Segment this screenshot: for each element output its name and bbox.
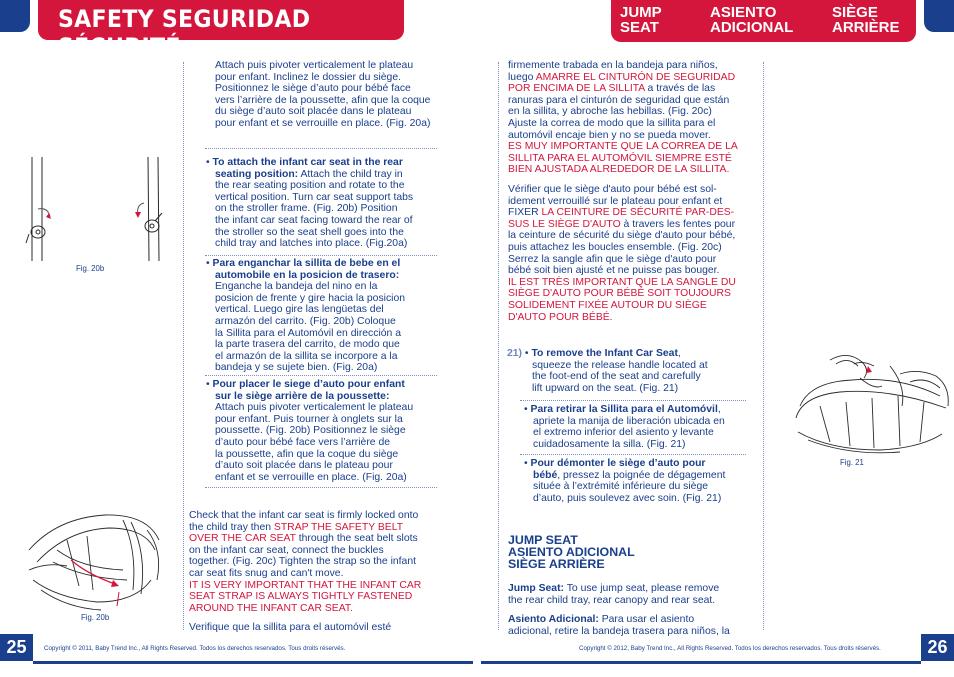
french-remove-seat-instructions: • Pour démonter le siège d’auto pour bébé, pressez la poignée de dégagement située à l’extrémité inférieure du siège d’auto, puis soulevez avec soin. (Fig. 21) bbox=[524, 458, 726, 504]
section-divider bbox=[205, 148, 437, 149]
asiento-adicional-heading: ASIENTO ADICIONAL bbox=[710, 4, 794, 36]
section-title-bar bbox=[38, 0, 404, 61]
section-divider bbox=[520, 400, 746, 401]
infant-seat-strap-illustration bbox=[27, 510, 167, 612]
column-divider-center bbox=[498, 62, 499, 630]
remove-infant-seat-illustration bbox=[790, 346, 954, 456]
footer-rule-left bbox=[33, 661, 473, 664]
copyright-right: Copyright © 2012, Baby Trend Inc., All Rights Reserved. Todos los derechos reservados. Tous droits réservés. bbox=[579, 645, 881, 652]
spanish-strap-warning: firmemente trabada en la bandeja para niños, luego AMARRE EL CINTURÓN DE SEGURIDAD POR ENCIMA DE LA SILLITA a través de las ranuras para el cinturón de seguridad que están en la sillita, y abroche las hebillas. (Fig. 20c) Ajuste la correa de modo que la sillita para el automóvil encaje bien y no se pueda mover. ES MUY IMPORTANTE QUE LA CORREA DE LA SILLITA PARA EL AUTOMÓVIL SIEMPRE ESTÉ BIEN AJUSTADA ALREDEDOR DE LA SILLITA. bbox=[508, 60, 738, 176]
footer-rule-right bbox=[481, 661, 921, 664]
column-divider-right bbox=[763, 62, 764, 630]
english-strap-warning: Check that the infant car seat is firmly locked onto the child tray then STRAP THE SAFETY BELT OVER THE CAR SEAT through the seat belt slots on the infant car seat, connect the buckles together. (Fig. 20c) Tighten the strap so the infant car seat fits snug and can't move. IT IS VERY IMPORTANT THAT THE INFANT CAR SEAT STRAP IS ALWAYS TIGHTLY FASTENED AROUND THE INFANT CAR SEAT. bbox=[189, 510, 422, 614]
spanish-remove-seat-instructions: • Para retirar la Sillita para el Automóvil, apriete la manija de liberación ubicada en el extremo inferior del asiento y levante cuidadosamente la silla. (Fig. 21) bbox=[524, 404, 725, 450]
left-corner-tab bbox=[0, 0, 30, 32]
page-number-left: 25 bbox=[0, 634, 33, 661]
right-corner-tab bbox=[924, 0, 954, 32]
figure-caption: Fig. 21 bbox=[840, 458, 864, 467]
column-divider-left bbox=[183, 62, 184, 630]
jump-seat-spanish-instructions: Asiento Adicional: Para usar el asiento adicional, retire la bandeja trasera para niños, la bbox=[508, 614, 730, 637]
figure-caption: Fig. 20b bbox=[76, 264, 105, 273]
section-divider bbox=[520, 454, 746, 455]
spanish-rear-seat-instructions: • Para enganchar la sillita de bebe en el automobile en la posicion de trasero: Enganche la bandeja del nino en la posicion de frente y gire hacia la posicion vertical. Luego gire las lengüetas del armazón del carrito. (Fig. 20b) Coloque la Sillita para el Automóvil en dirección a la parte trasera del carrito, de modo que el armazón de la sillita se incorpore a la bandeja y se sujete bien. (Fig. 20a) bbox=[206, 258, 406, 374]
jump-seat-heading: JUMP SEAT bbox=[620, 4, 662, 36]
section-title: SAFETY SEGURIDAD SÉCURITÉ bbox=[58, 5, 311, 61]
english-remove-seat-instructions: 21) • To remove the Infant Car Seat, squeeze the release handle located at the foot-end of the seat and carefully lift upward on the seat. (Fig. 21) bbox=[507, 348, 708, 394]
siege-arriere-heading: SIÈGE ARRIÈRE bbox=[832, 4, 900, 36]
section-divider bbox=[205, 375, 437, 376]
jump-seat-english-instructions: Jump Seat: To use jump seat, please remove the rear child tray, rear canopy and rear seat. bbox=[508, 583, 720, 606]
stroller-frame-tabs-illustration bbox=[24, 155, 164, 263]
french-strap-warning: Vérifier que le siège d'auto pour bébé est sol- idement verrouillé sur le plateau pour enfant et FIXER LA CEINTURE DE SÉCURITÉ PAR-DES- SUS LE SIÈGE D'AUTO à travers les fentes pour la ceinture de sécurité du siège d'auto pour bébé, puis attachez les boucles ensemble. (Fig. 20c) Serrez la sangle afin que le siège d'auto pour bébé soit bien ajusté et ne puisse pas bouger. IL EST TRÈS IMPORTANT QUE LA SANGLE DU SIÈGE D'AUTO POUR BÉBÉ SOIT TOUJOURS SOLIDEMENT FIXÉE AUTOUR DU SIÈGE D'AUTO POUR BÉBÉ. bbox=[508, 184, 736, 323]
english-rear-seat-instructions: • To attach the infant car seat in the rear seating position: Attach the child tray in the rear seating position and rotate to the vertical position. Turn car seat support tabs on the stroller frame. (Fig. 20b) Position the infant car seat facing toward the rear of the stroller so the seat shell goes into the child tray and latches into place. (Fig.20a) bbox=[206, 157, 414, 250]
spanish-verify-start: Verifique que la sillita para el automóvil esté bbox=[189, 622, 392, 633]
figure-caption: Fig. 20b bbox=[81, 613, 110, 622]
intro-french-text: Attach puis pivoter verticalement le plateau pour enfant. Inclinez le dossier du siège. Positionnez le siège d’auto pour bébé face vers l’arrière de la poussette, afin que la coque du siège d’auto soit placée dans le plateau pour enfant et se verrouille en place. (Fig. 20a) bbox=[215, 60, 431, 129]
page-number-right: 26 bbox=[921, 634, 954, 661]
jump-seat-section-heading: JUMP SEAT ASIENTO ADICIONAL SIÈGE ARRIÈRE bbox=[508, 533, 635, 571]
step-number: 21) bbox=[507, 348, 523, 359]
copyright-left: Copyright © 2011, Baby Trend Inc., All Rights Reserved. Todos los derechos reservados. Tous droits réservés. bbox=[44, 645, 346, 652]
section-divider bbox=[205, 255, 437, 256]
jump-seat-title-bar bbox=[611, 0, 916, 42]
section-divider bbox=[205, 487, 437, 488]
french-rear-seat-instructions: • Pour placer le siege d’auto pour enfant sur le siège arrière de la poussette: Attach puis pivoter verticalement le plateau pour enfant. Puis tourner à onglets sur la poussette. (Fig. 20b) Positionnez le siège d’auto pour bébé face vers l’arrière de la poussette, afin que la coque du siège d’auto soit placée dans le plateau pour enfant et se verrouille en place. (Fig. 20a) bbox=[206, 379, 414, 483]
